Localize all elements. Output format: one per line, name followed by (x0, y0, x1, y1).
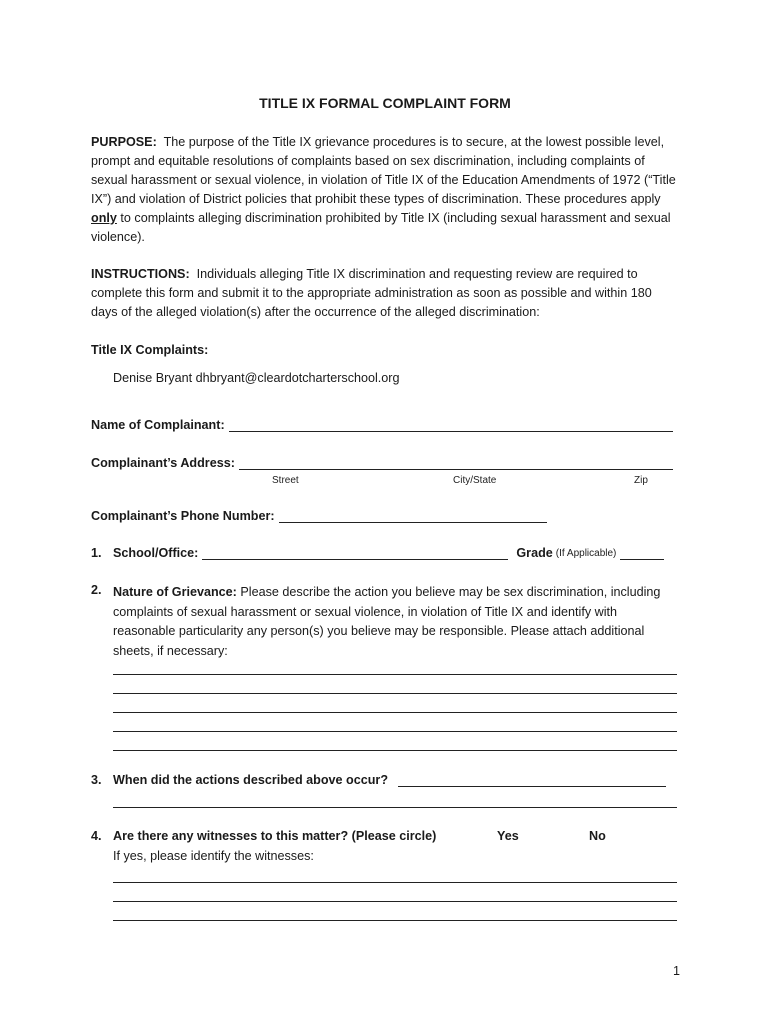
address-label: Complainant’s Address: (91, 456, 235, 470)
grade-field[interactable] (620, 545, 664, 560)
name-field[interactable] (229, 417, 673, 432)
q2-answer-line-5[interactable] (113, 750, 677, 751)
q3-row (91, 772, 666, 787)
q1-row (91, 545, 664, 560)
q2-answer-line-2[interactable] (113, 693, 677, 694)
q4-label: Are there any witnesses to this matter? (Please circle) (113, 829, 437, 843)
instructions-label: INSTRUCTIONS: (91, 267, 190, 281)
address-city-caption: City/State (453, 475, 497, 486)
name-label: Name of Complainant: (91, 418, 225, 432)
q4-yes-option[interactable]: Yes (497, 829, 519, 843)
q2-paragraph (113, 583, 679, 661)
q4-followup: If yes, please identify the witnesses: (113, 849, 314, 863)
q3-label: When did the actions described above occur? (113, 773, 389, 787)
grade-note: (If Applicable) (555, 548, 617, 559)
witness-line-3[interactable] (113, 920, 677, 921)
phone-field[interactable] (279, 508, 547, 523)
purpose-text-end: to complaints alleging discrimination prohibited by Title IX (including sexual harassment and sexual violence). (91, 211, 671, 244)
purpose-emphasis: only (91, 211, 117, 225)
q2-number: 2. (91, 583, 102, 597)
address-field[interactable] (239, 455, 673, 470)
address-street-caption: Street (272, 475, 299, 486)
purpose-label: PURPOSE: (91, 135, 157, 149)
q1-label: School/Office: (113, 546, 199, 560)
grade-label: Grade (516, 546, 553, 560)
q3-number: 3. (91, 773, 102, 787)
q4-number: 4. (91, 829, 102, 843)
q4-no-option[interactable]: No (589, 829, 606, 843)
q3-answer-field[interactable] (398, 772, 666, 787)
purpose-paragraph (91, 133, 676, 247)
phone-row (91, 508, 547, 523)
q2-answer-line-3[interactable] (113, 712, 677, 713)
complaints-contact: Denise Bryant dhbryant@cleardotcharterschool.org (113, 371, 400, 385)
q2-answer-line-1[interactable] (113, 674, 677, 675)
q1-number: 1. (91, 546, 102, 560)
phone-label: Complainant’s Phone Number: (91, 509, 275, 523)
instructions-paragraph (91, 265, 676, 322)
school-office-field[interactable] (202, 545, 508, 560)
witness-line-1[interactable] (113, 882, 677, 883)
q2-text: Please describe the action you believe may be sex discrimination, including complaints of sexual harassment or sexual violence, in violation of Title IX and identify with reasonable particularity any person(s) you believe may be responsible. Please attach additional sheets, if necessary: (113, 585, 661, 658)
q2-label: Nature of Grievance: (113, 585, 237, 599)
instructions-text: Individuals alleging Title IX discrimination and requesting review are required to complete this form and submit it to the appropriate administration as soon as possible and within 180 days of the alleged violation(s) after the occurrence of the alleged discrimination: (91, 267, 652, 319)
witness-line-2[interactable] (113, 901, 677, 902)
form-title: TITLE IX FORMAL COMPLAINT FORM (259, 95, 511, 111)
name-row (91, 417, 673, 432)
address-zip-caption: Zip (634, 475, 648, 486)
complaints-heading: Title IX Complaints: (91, 343, 209, 357)
q3-answer-line-2[interactable] (113, 807, 677, 808)
q2-answer-line-4[interactable] (113, 731, 677, 732)
page-number: 1 (673, 964, 681, 978)
purpose-text: The purpose of the Title IX grievance procedures is to secure, at the lowest possible level, prompt and equitable resolutions of complaints based on sex discrimination, including complaints of sexual harassment or sexual violence, in violation of Title IX of the Education Amendments of 1972 (“Title IX”) and violation of District policies that prohibit these types of discrimination. These procedures apply (91, 135, 676, 206)
address-row (91, 455, 673, 470)
